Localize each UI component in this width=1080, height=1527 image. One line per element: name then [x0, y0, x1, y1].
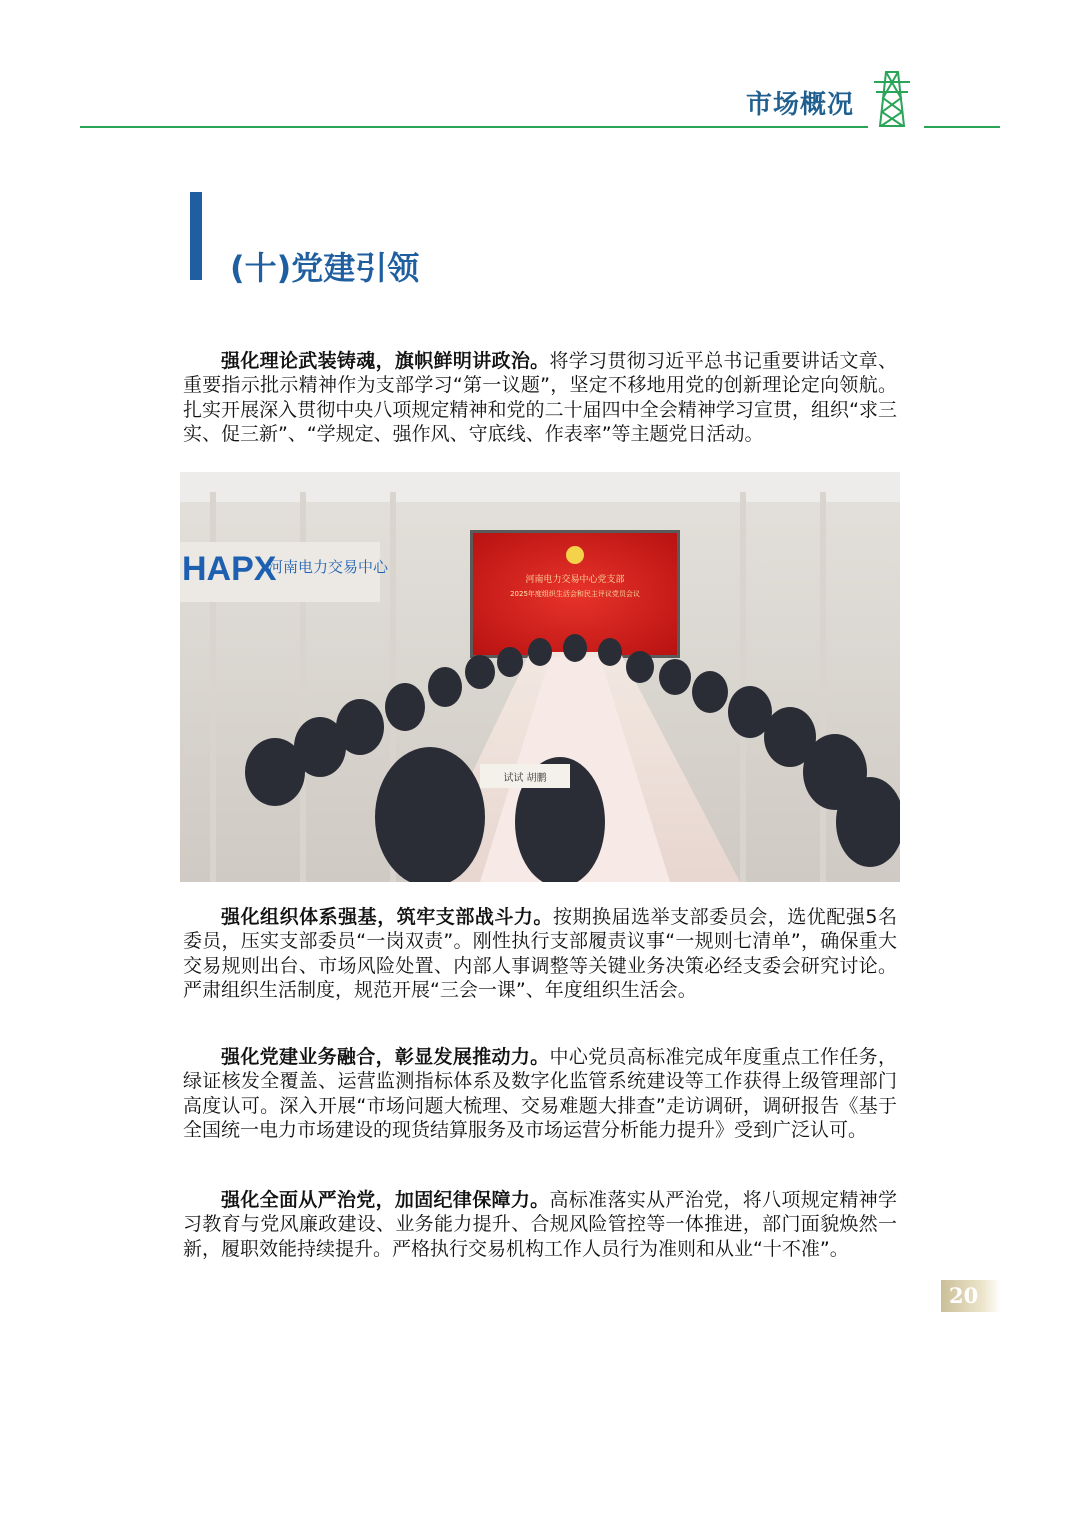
paragraph-body: 中心党员高标准完成年度重点工作任务，绿证核发全覆盖、运营监测指标体系及数字化监管系统建设等工作获得上级管理部门高度认可。深入开展“市场问题大梳理、交易难题大排查”走访调研，调研报告《基于全国统一电力市场建设的现货结算服务及市场运营分析能力提升》受到广泛认可。 — [183, 1046, 897, 1141]
page-number: 20 — [949, 1283, 979, 1308]
paragraph-discipline — [183, 1188, 897, 1261]
section-title-bar — [190, 192, 202, 280]
header-divider — [80, 126, 1000, 128]
paragraph-lead: 强化全面从严治党，加固纪律保障力。 — [221, 1189, 550, 1211]
power-tower-icon — [868, 68, 916, 128]
photo-nameplate: 试试 胡鹏 — [503, 773, 547, 784]
meeting-photo — [180, 472, 900, 882]
paragraph-organization — [183, 905, 897, 1002]
page-number-badge — [941, 1280, 1001, 1312]
paragraph-body: 将学习贯彻习近平总书记重要讲话文章、重要指示批示精神作为支部学习“第一议题”，坚定不移地用党的创新理论定向领航。扎实开展深入贯彻中央八项规定精神和党的二十届四中全会精神学习宣贯，组织“求三实、促三新”、“学规定、强作风、守底线、作表率”等主题党日活动。 — [183, 350, 897, 445]
paragraph-lead: 强化理论武装铸魂，旗帜鲜明讲政治。 — [221, 350, 550, 372]
screen-line-1: 河南电力交易中心党支部 — [525, 575, 625, 585]
paragraph-theory — [183, 349, 897, 446]
paragraph-lead: 强化党建业务融合，彰显发展推动力。 — [221, 1046, 550, 1068]
photo-org-name: 河南电力交易中心 — [268, 558, 389, 576]
paragraph-body: 高标准落实从严治党，将八项规定精神学习教育与党风廉政建设、业务能力提升、合规风险管控等一体推进，部门面貌焕然一新，履职效能持续提升。严格执行交易机构工作人员行为准则和从业“十不准”。 — [183, 1189, 897, 1260]
paragraph-integration — [183, 1045, 897, 1142]
screen-line-2: 2025年度组织生活会和民主评议党员会议 — [510, 590, 640, 598]
paragraph-body: 按期换届选举支部委员会，选优配强5名委员，压实支部委员“一岗双责”。刚性执行支部履责议事“一规则七清单”，确保重大交易规则出台、市场风险处置、内部人事调整等关键业务决策必经支委会研究讨论。严肃组织生活制度，规范开展“三会一课”、年度组织生活会。 — [183, 906, 897, 1001]
section-title: (十)党建引领 — [230, 249, 420, 287]
header-section-name: 市场概况 — [746, 90, 855, 120]
photo-logo: HAPX — [182, 550, 277, 588]
paragraph-lead: 强化组织体系强基，筑牢支部战斗力。 — [221, 906, 553, 928]
